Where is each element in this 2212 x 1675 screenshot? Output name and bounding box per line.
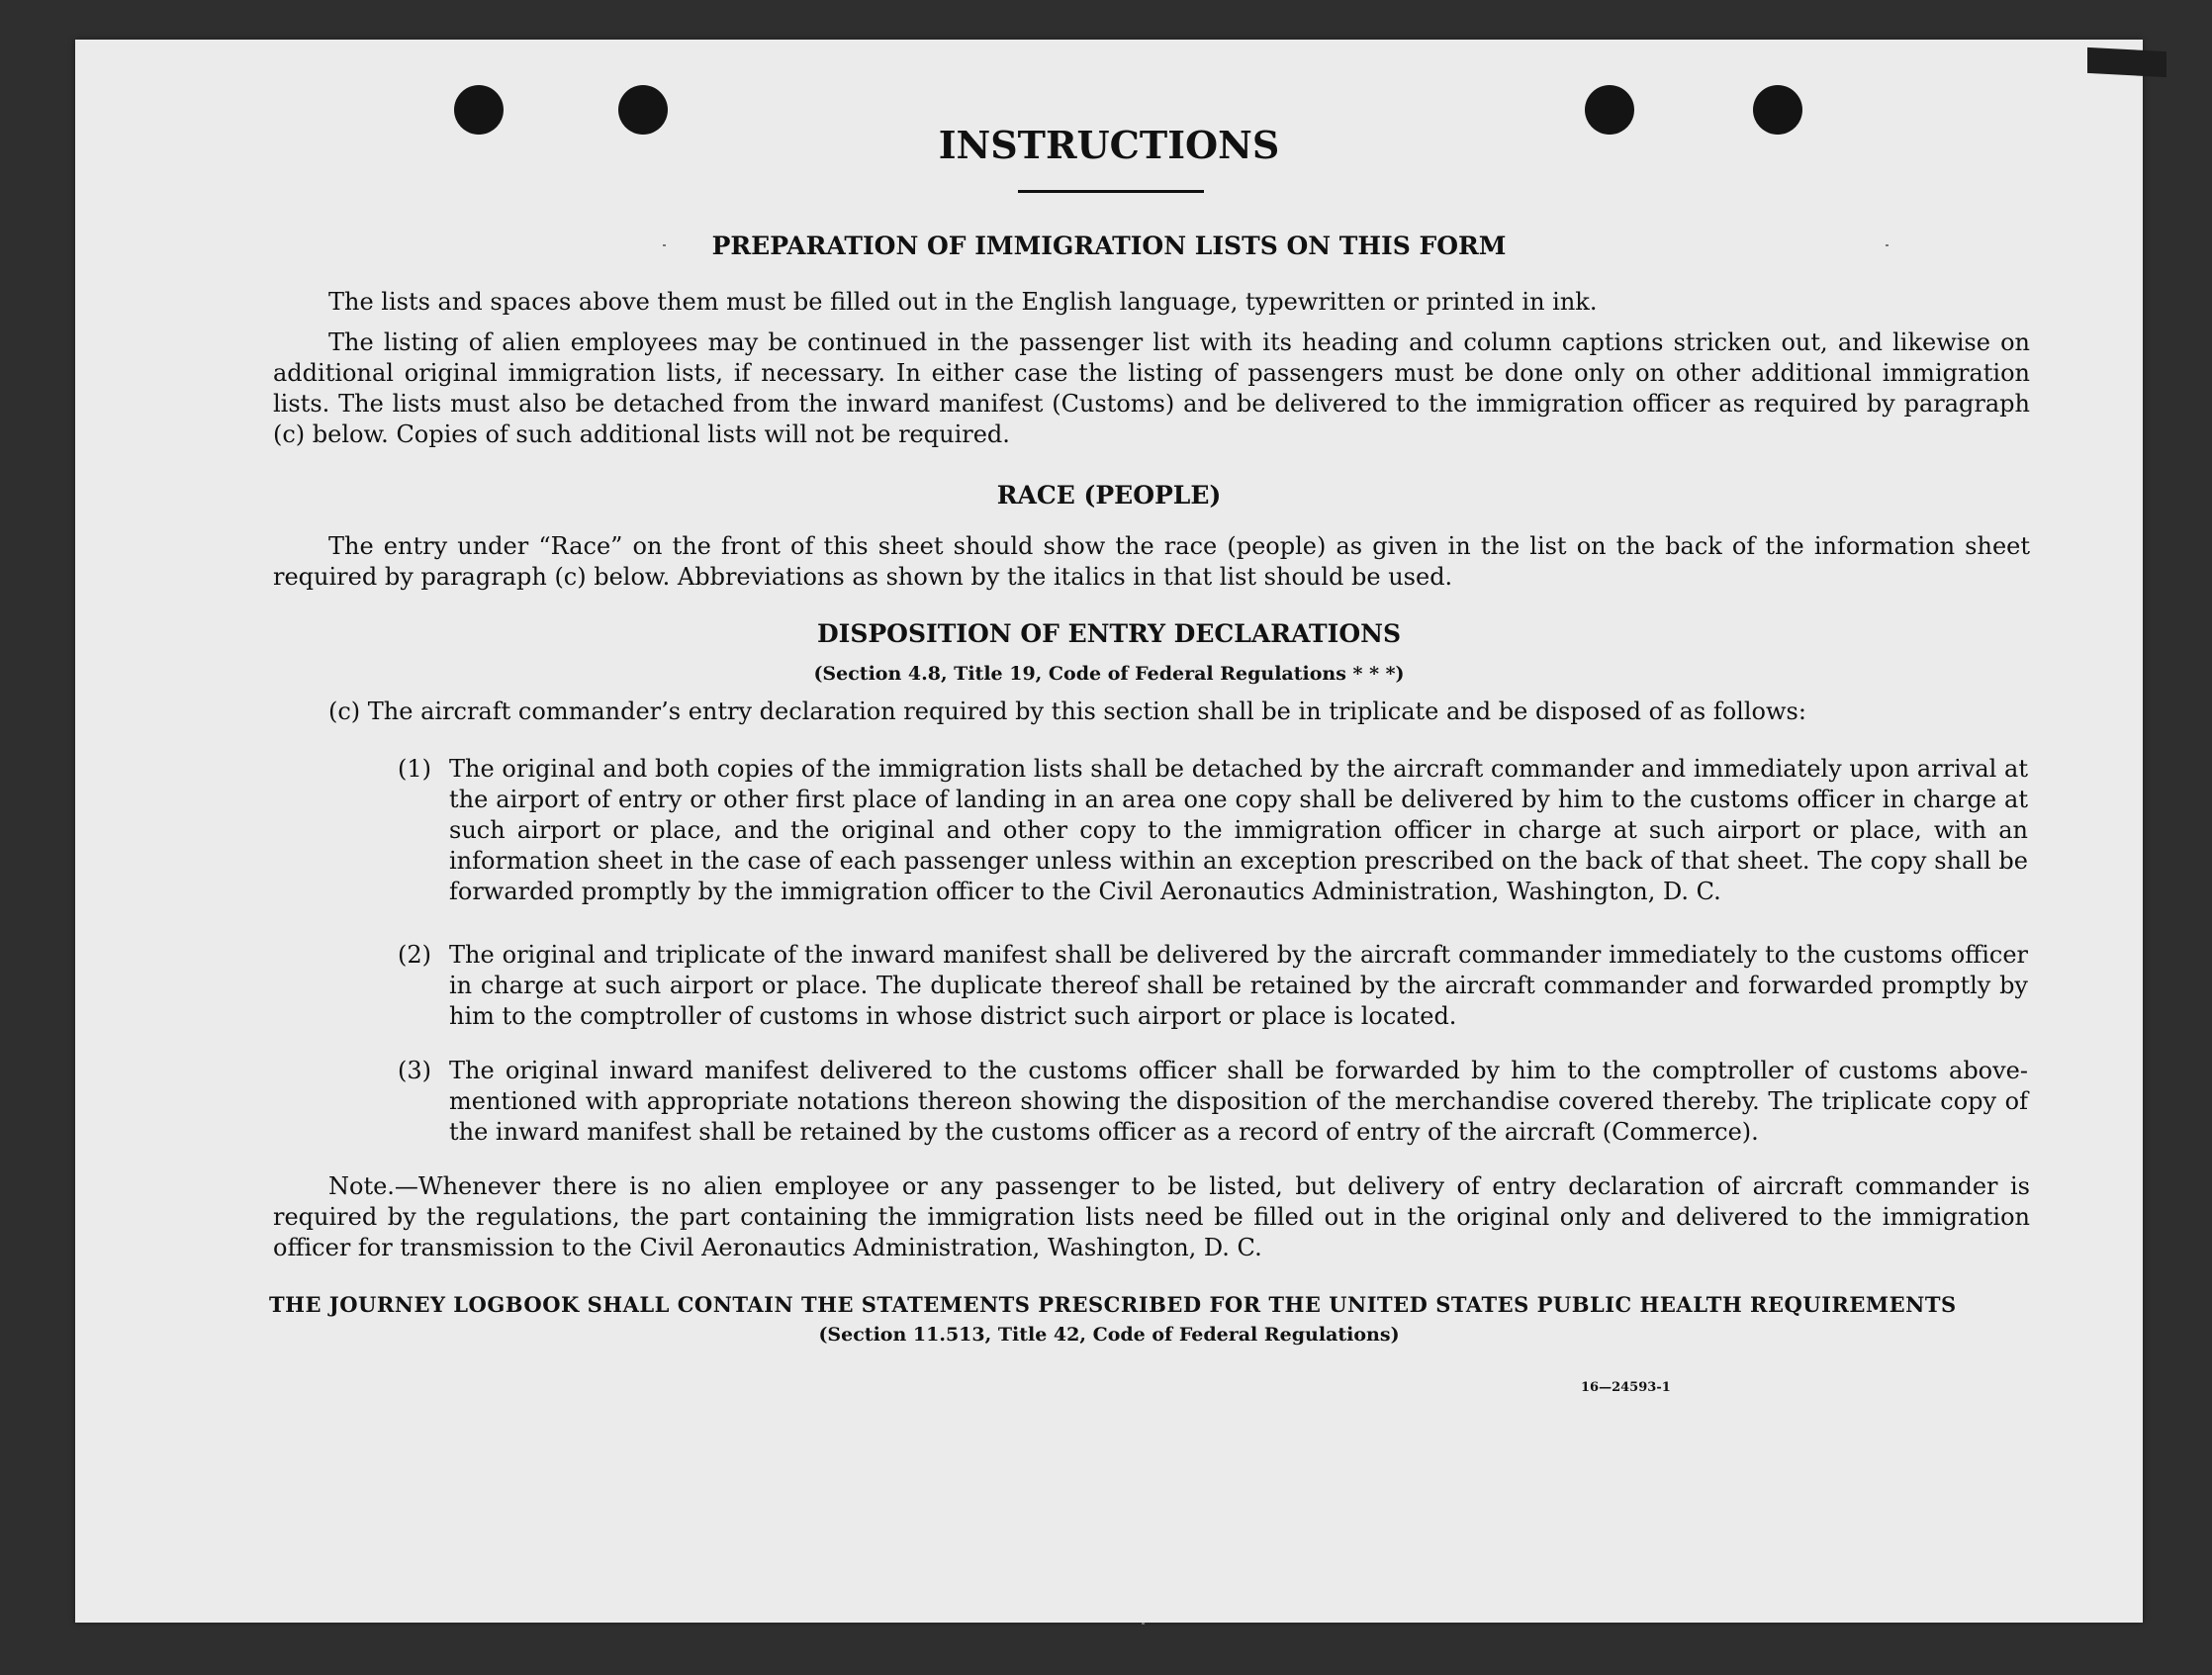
health-statement: THE JOURNEY LOGBOOK SHALL CONTAIN THE STATEMENTS PRESCRIBED FOR THE UNITED STATES PUBLIC HEALTH REQUIREMENTS	[269, 1292, 1957, 1317]
disposition-intro: (c) The aircraft commander’s entry declaration required by this section shall be in triplicate and be disposed of as follows:	[328, 698, 1806, 725]
item-text: The original and triplicate of the inward manifest shall be delivered by the aircraft commander immediately to the customs officer in charge at such airport or place. The duplicate thereof shall be retained by the aircraft commander and forwarded promptly by him to the comptroller of customs in whose district such airport or place is located.	[449, 941, 2028, 1030]
list-item	[398, 754, 2028, 907]
disposition-heading: DISPOSITION OF ENTRY DECLARATIONS	[816, 619, 1402, 648]
disposition-citation: (Section 4.8, Title 19, Code of Federal Regulations * * *)	[813, 663, 1405, 685]
preparation-paragraph-1: The lists and spaces above them must be filled out in the English language, typewritten or printed in ink.	[328, 288, 1598, 316]
list-item	[398, 1056, 2028, 1148]
item-number: (1)	[398, 755, 431, 783]
item-number: (3)	[398, 1057, 431, 1084]
item-text: The original and both copies of the immigration lists shall be detached by the aircraft commander and immediately upon arrival at the airport of entry or other first place of landing in an area one copy shall be delivered by him to the customs officer in charge at such airport or place, and the original and other copy to the immigration officer in charge at such airport or place, with an information sheet in the case of each passenger unless within an exception prescribed on the back of that sheet. The copy shall be forwarded promptly by the immigration officer to the Civil Aeronautics Administration, Washington, D. C.	[449, 755, 2028, 905]
form-number: 16—24593-1	[1581, 1380, 1671, 1395]
race-heading: RACE (PEOPLE)	[996, 481, 1222, 510]
preparation-heading: PREPARATION OF IMMIGRATION LISTS ON THIS FORM	[711, 232, 1507, 260]
page-title: INSTRUCTIONS	[938, 123, 1280, 167]
note-paragraph: Note.—Whenever there is no alien employee or any passenger to be listed, but delivery of entry declaration of aircraft commander is required by the regulations, the part containing the immigration lists need be filled out in the original only and delivered to the immigration officer for transmission to the Civil Aeronautics Administration, Washington, D. C.	[273, 1172, 2030, 1261]
health-citation: (Section 11.513, Title 42, Code of Federal Regulations)	[818, 1324, 1400, 1346]
list-item	[398, 940, 2028, 1032]
torn-corner	[2087, 47, 2166, 77]
document-page	[75, 40, 2143, 1623]
race-paragraph: The entry under “Race” on the front of this sheet should show the race (people) as given in the list on the back of the information sheet required by paragraph (c) below. Abbreviations as shown by the italics in that list should be used.	[273, 532, 2030, 591]
item-number: (2)	[398, 941, 431, 969]
item-text: The original inward manifest delivered to the customs officer shall be forwarded by him to the comptroller of customs above-mentioned with appropriate notations thereon showing the disposition of the merchandise covered thereby. The triplicate copy of the inward manifest shall be retained by the customs officer as a record of entry of the aircraft (Commerce).	[449, 1057, 2028, 1146]
preparation-paragraph-2: The listing of alien employees may be continued in the passenger list with its heading and column captions stricken out, and likewise on additional original immigration lists, if necessary. In either case the listing of passengers must be done only on other additional immigration lists. The lists must also be detached from the inward manifest (Customs) and be delivered to the immigration officer as required by paragraph (c) below. Copies of such additional lists will not be required.	[273, 328, 2030, 448]
title-divider	[1018, 190, 1204, 193]
